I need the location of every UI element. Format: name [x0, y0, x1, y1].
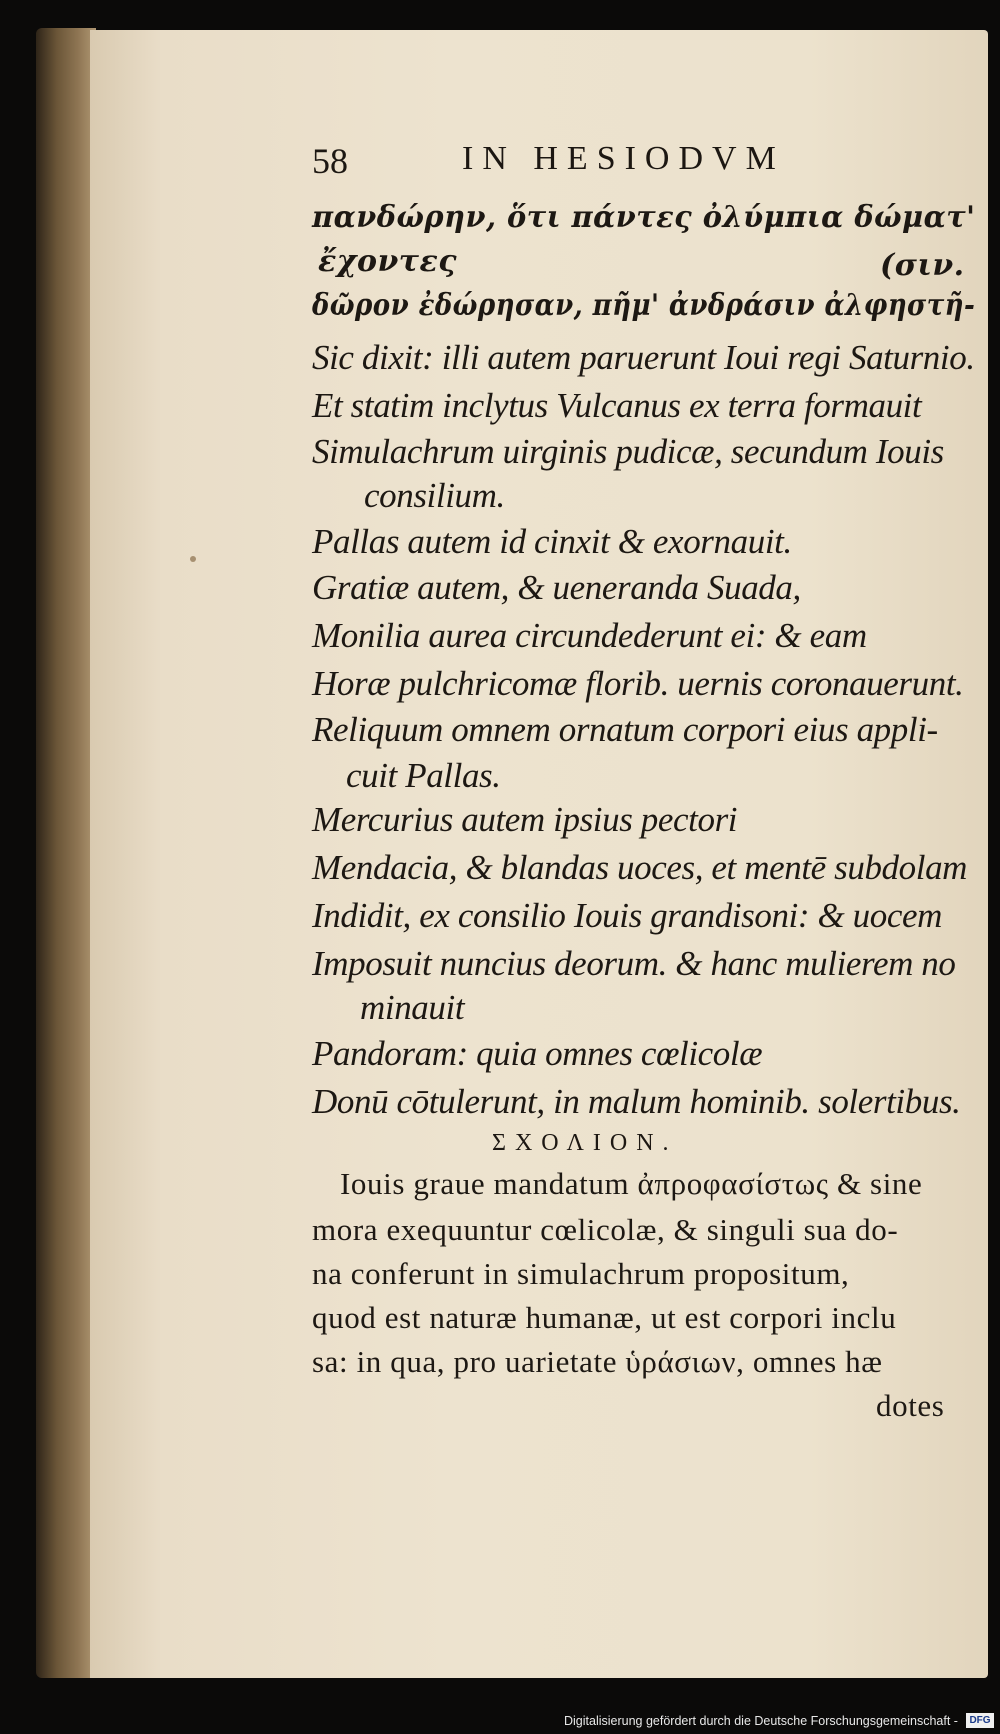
running-title: IN HESIODVM	[462, 140, 785, 177]
catchword: dotes	[876, 1388, 945, 1423]
page-number: 58	[312, 141, 348, 181]
scholion-line: mora exequuntur cœlicolæ, & singuli sua do-	[312, 1212, 899, 1247]
verse-line: Pallas autem id cinxit & exornauit.	[312, 522, 792, 561]
scholion-line: quod est naturæ humanæ, ut est corpori inclu	[312, 1300, 897, 1335]
verse-line: Reliquum omnem ornatum corpori eius appli-	[312, 710, 938, 749]
greek-line: δῶρον ἐδώρησαν, πῆμ' ἀνδράσιν ἀλφηστῆ-	[312, 288, 976, 323]
verse-line: Sic dixit: illi autem paruerunt Ioui regi Saturnio.	[312, 338, 975, 377]
scholion-line: Iouis graue mandatum ἀπροφασίστως & sine	[340, 1166, 923, 1201]
greek-line: ἔχοντες	[318, 244, 457, 279]
verse-line: consilium.	[364, 476, 505, 515]
book-page-edge	[36, 28, 96, 1678]
verse-line: Monilia aurea circundederunt ei: & eam	[312, 616, 867, 655]
greek-line: πανδώρην, ὅτι πάντες ὀλύμπια δώματ'	[312, 200, 976, 235]
verse-line: Donū cōtulerunt, in malum hominib. solertibus.	[312, 1082, 961, 1121]
verse-line: Imposuit nuncius deorum. & hanc mulierem no	[312, 944, 956, 983]
verse-line: Horæ pulchricomæ florib. uernis coronauerunt.	[312, 664, 964, 703]
paper-stain	[190, 556, 196, 562]
scholion-line: na conferunt in simulachrum propositum,	[312, 1256, 850, 1291]
verse-line: Mercurius autem ipsius pectori	[312, 800, 738, 839]
verse-line: Gratiæ autem, & ueneranda Suada,	[312, 568, 801, 607]
page-header	[312, 140, 872, 190]
scholion-line: sa: in qua, pro uarietate ὑράσιων, omnes hæ	[312, 1344, 883, 1379]
verse-line: cuit Pallas.	[346, 756, 501, 795]
greek-line: (σιν.	[880, 248, 965, 283]
verse-line: Simulachrum uirginis pudicæ, secundum Iouis	[312, 432, 944, 471]
verse-line: minauit	[360, 988, 465, 1027]
digitization-credit: Digitalisierung gefördert durch die Deutsche Forschungsgemeinschaft -	[564, 1714, 958, 1728]
scholion-heading: ΣΧΟΛΙΟΝ.	[492, 1130, 678, 1156]
verse-line: Pandoram: quia omnes cœlicolæ	[312, 1034, 763, 1073]
verse-line: Mendacia, & blandas uoces, et mentē subdolam	[312, 848, 968, 887]
dfg-logo: DFG	[966, 1713, 994, 1728]
verse-line: Indidit, ex consilio Iouis grandisoni: & uocem	[312, 896, 942, 935]
verse-line: Et statim inclytus Vulcanus ex terra formauit	[312, 386, 922, 425]
